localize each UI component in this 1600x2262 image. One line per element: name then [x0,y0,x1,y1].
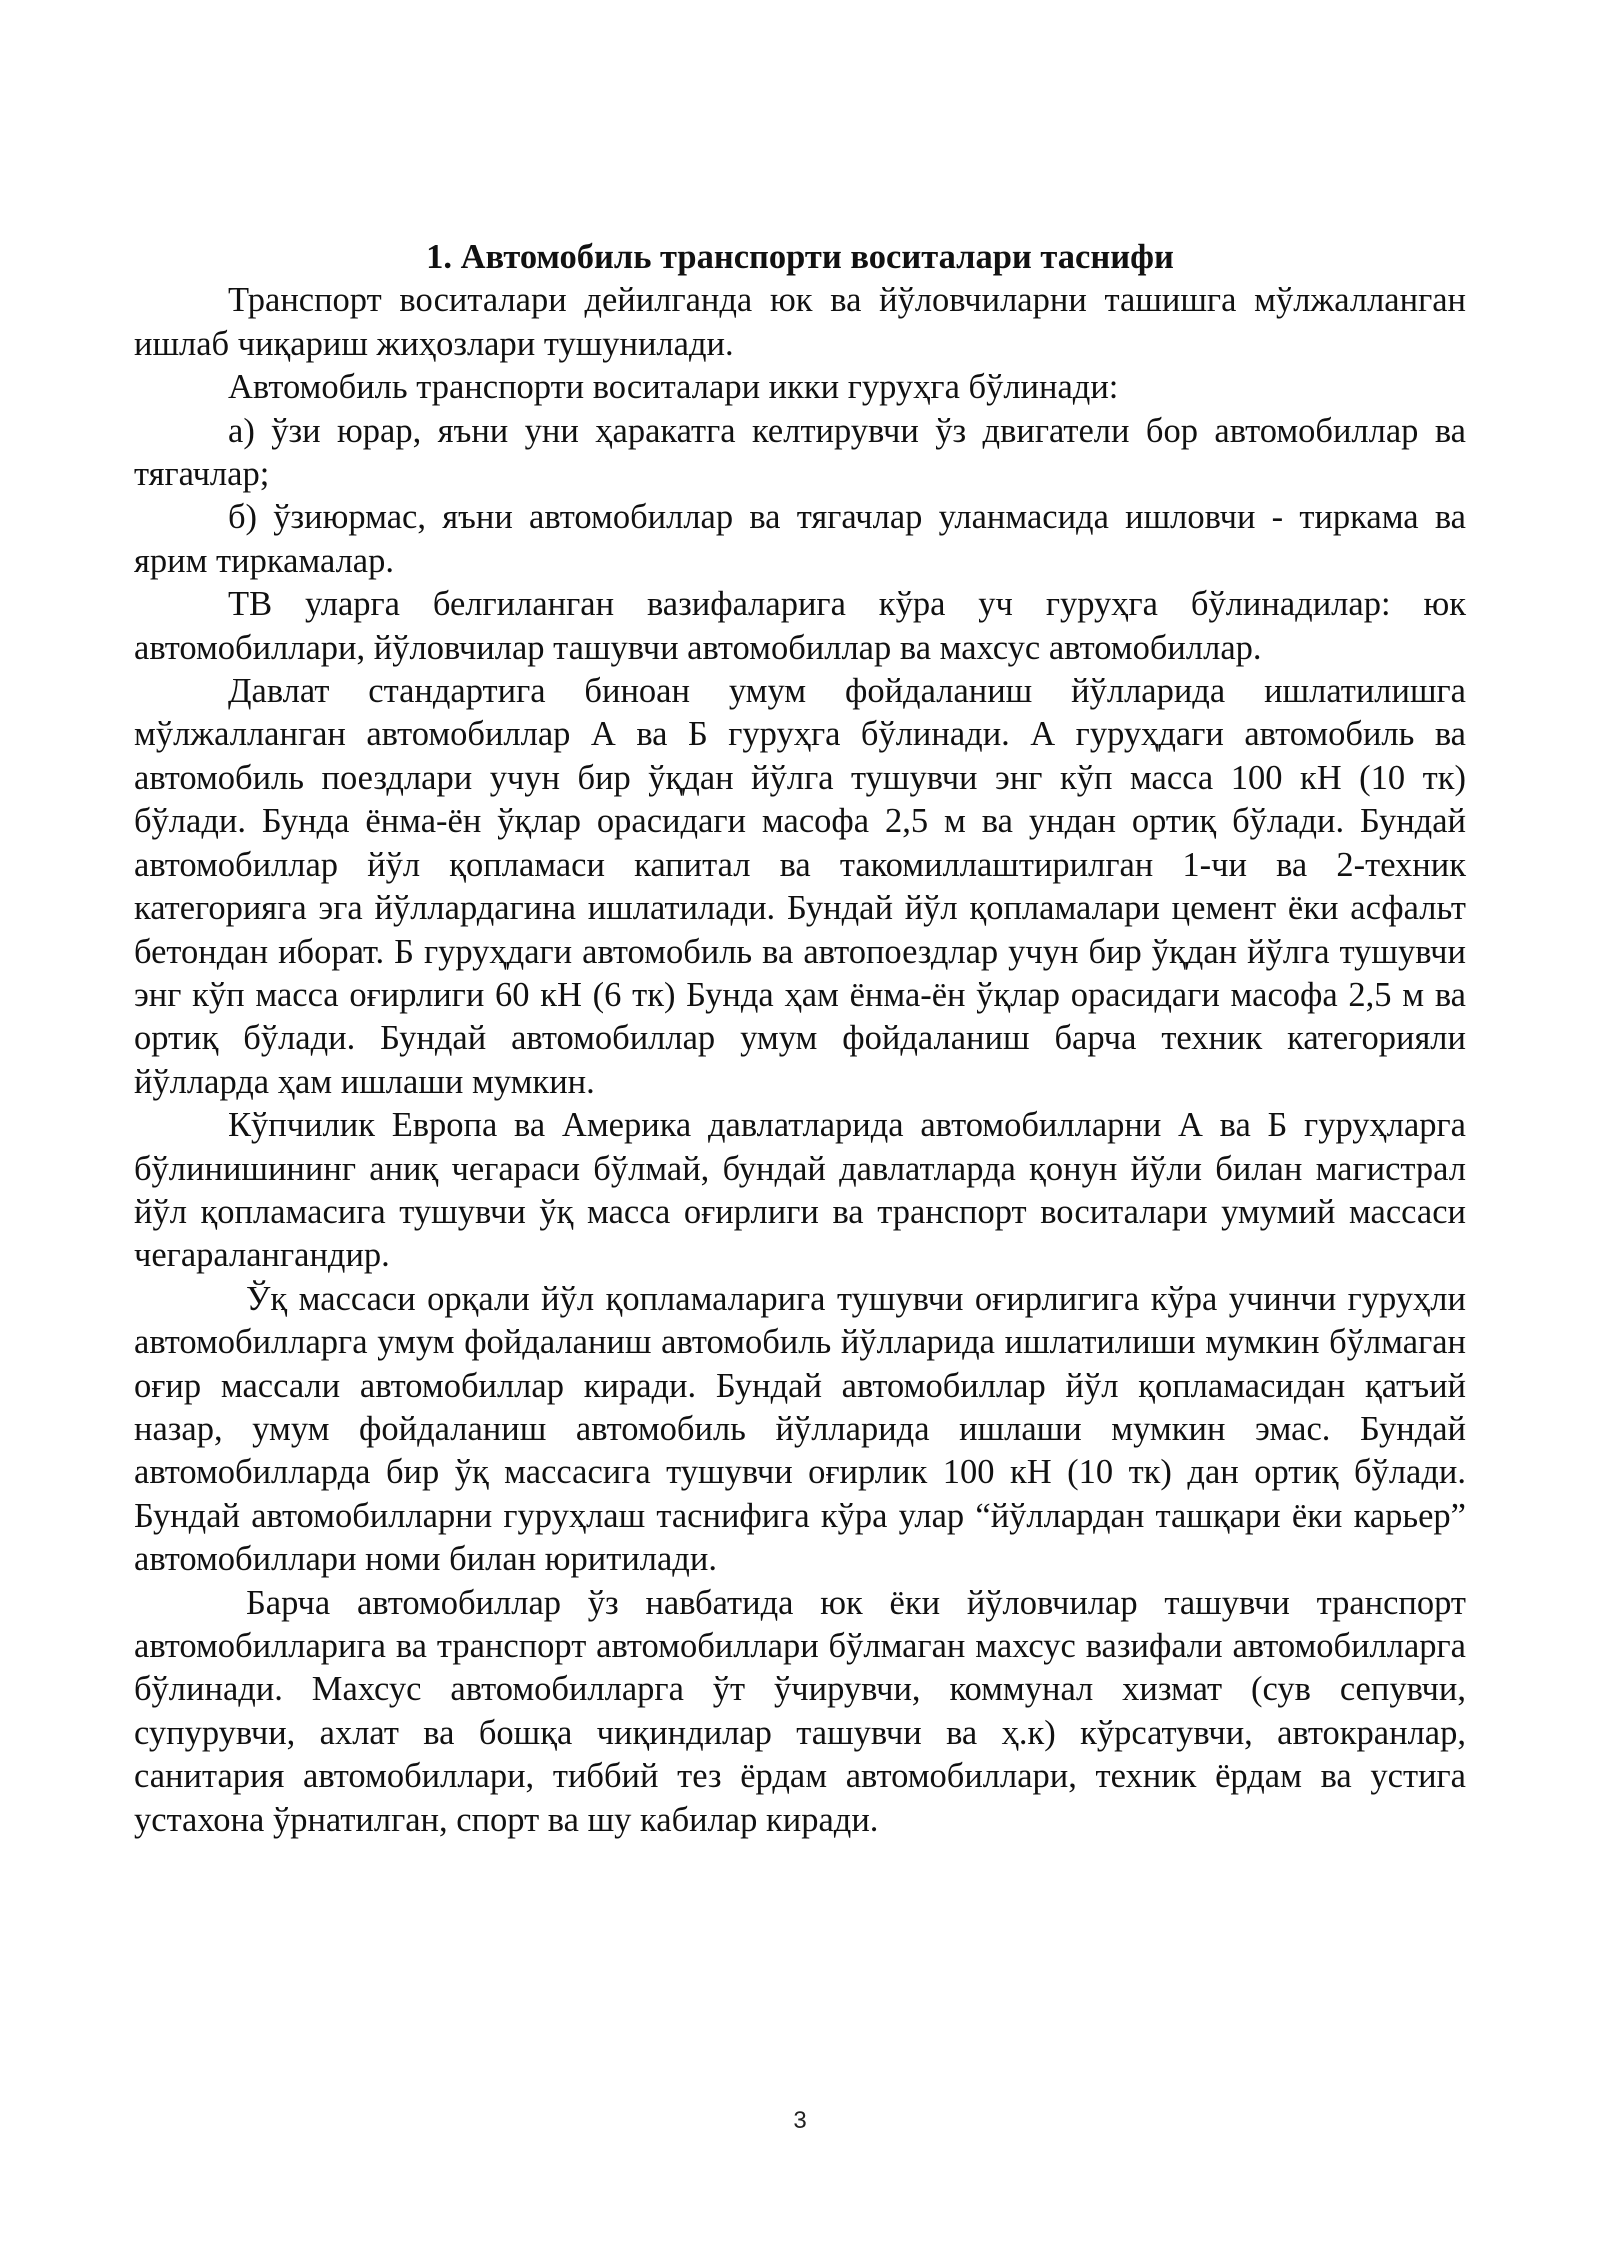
paragraph-groups-intro: Автомобиль транспорти воситалари икки гуруҳга бўлинади: [228,368,1119,407]
paragraph-purpose-groups: ТВ уларга белгиланган вазифаларига кўра уч гуруҳга бўлинадилар: юк автомобиллари, йўловчилар ташувчи автомобиллар ва махсус автомобиллар. [134,585,1466,667]
paragraph-state-standard: Давлат стандартига биноан умум фойдаланиш йўлларида ишлатилишга мўлжалланган автомобиллар А ва Б гуруҳга бўлинади. А гуруҳдаги автомобиль ва автомобиль поездлари учун бир ўқдан йўлга тушувчи энг кўп масса 100 кН (10 тк) бўлади. Бунда ёнма-ён ўқлар орасидаги масофа 2,5 м ва ундан ортиқ бўлади. Бундай автомобиллар йўл қопламаси капитал ва такомиллаштирилган 1-чи ва 2-техник категорияга эга йўллардагина ишлатилади. Бундай йўл қопламалари цемент ёки асфальт бетондан иборат. Б гуруҳдаги автомобиль ва автопоездлар учун бир ўқдан йўлга тушувчи энг кўп масса оғирлиги 60 кН (6 тк) Бунда ҳам ёнма-ён ўқлар орасидаги масофа 2,5 м ва ортиқ бўлади. Бундай автомобиллар умум фойдаланиш барча техник категорияли йўлларда ҳам ишлаши мумкин. [134,672,1466,1101]
paragraph-item-a: а) ўзи юрар, яъни уни ҳаракатга келтирувчи ўз двигатели бор автомобиллар ва тягачлар; [134,411,1466,494]
paragraph-special-vehicles: Барча автомобиллар ўз навбатида юк ёки йўловчилар ташувчи транспорт автомобилларига ва транспорт автомобиллари бўлмаган махсус вазифали автомобилларга бўлинади. Махсус автомобилларга ўт ўчирувчи, коммунал хизмат (сув сепувчи, супурувчи, ахлат ва бошқа чиқиндилар ташувчи ва ҳ.к) кўрсатувчи, автокранлар, санитария автомобиллари, тиббий тез ёрдам автомобиллари, техник ёрдам ва устига устахона ўрнатилган, спорт ва шу кабилар киради. [134,1583,1466,1839]
paragraph-europe-america: Кўпчилик Европа ва Америка давлатларида автомобилларни А ва Б гуруҳларга бўлинишининг аниқ чегараси бўлмай, бундай давлатларда қонун йўли билан магистрал йўл қопламасига тушувчи ўқ масса оғирлиги ва транспорт воситалари умумий массаси чегаралангандир. [134,1106,1466,1275]
paragraph-definition: Транспорт воситалари дейилганда юк ва йўловчиларни ташишга мўлжалланган ишлаб чиқариш жиҳозлари тушунилади. [134,281,1466,363]
document-body [134,236,1466,1842]
paragraph-item-b: б) ўзиюрмас, яъни автомобиллар ва тягачлар уланмасида ишловчи - тиркама ва ярим тиркамалар. [134,498,1466,580]
section-title: 1. Автомобиль транспорти воситалари таснифи [426,238,1174,276]
page-number: 3 [793,2107,807,2134]
paragraph-third-group: Ўқ массаси орқали йўл қопламаларига тушувчи оғирлигига кўра учинчи гуруҳли автомобилларга умум фойдаланиш автомобиль йўлларида ишлатилиши мумкин бўлмаган оғир массали автомобиллар киради. Бундай автомобиллар йўл қопламасидан қатъий назар, умум фойдаланиш автомобиль йўлларида ишлаши мумкин эмас. Бундай автомобилларда бир ўқ массасига тушувчи оғирлик 100 кН (10 тк) дан ортиқ бўлади. Бундай автомобилларни гуруҳлаш таснифига кўра улар “йўллардан ташқари ёки карьер” автомобиллари номи билан юритилади. [134,1279,1466,1579]
